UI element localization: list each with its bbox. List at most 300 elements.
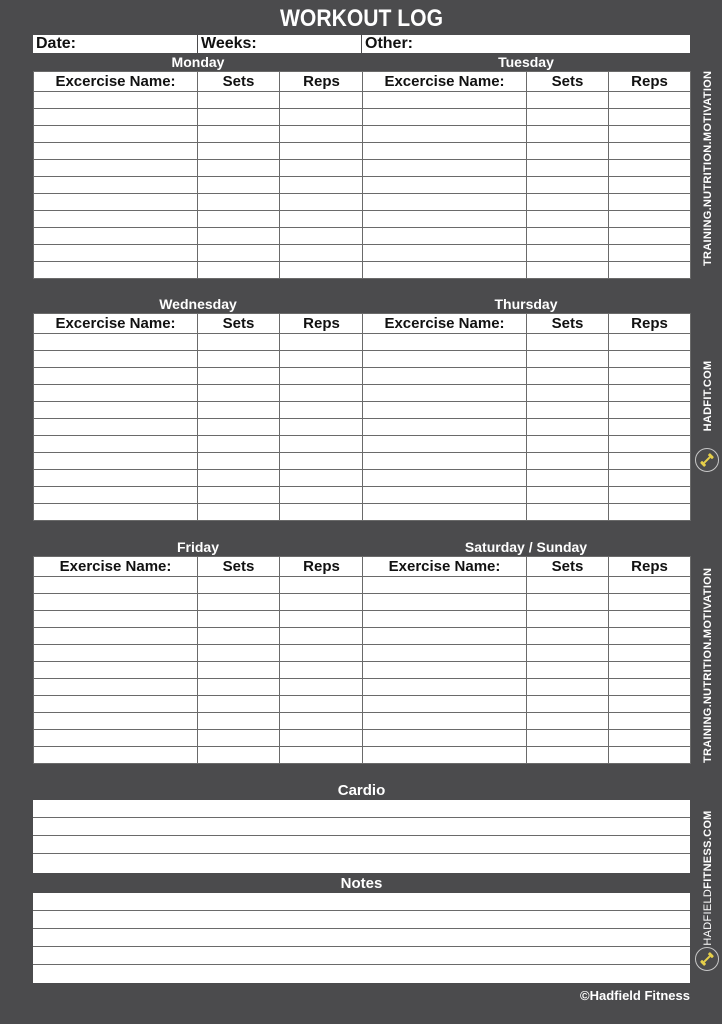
reps-cell[interactable] [609,351,691,368]
sets-cell[interactable] [527,577,609,594]
section-title-cardio: Cardio [337,782,386,799]
exercise-cell[interactable] [34,245,198,262]
reps-cell[interactable] [280,92,364,109]
dumbbell-logo-icon [695,947,719,971]
reps-cell[interactable] [609,143,691,160]
reps-cell[interactable] [280,662,364,679]
sets-cell[interactable] [198,504,280,521]
reps-cell[interactable] [280,160,364,177]
reps-cell[interactable] [280,436,364,453]
sets-cell[interactable] [198,594,280,611]
exercise-cell[interactable] [363,402,527,419]
sets-cell[interactable] [198,662,280,679]
sets-cell[interactable] [527,487,609,504]
log-table-weekend [362,556,691,764]
sets-cell[interactable] [527,245,609,262]
reps-cell[interactable] [280,645,364,662]
table-row [34,436,364,453]
reps-cell[interactable] [609,109,691,126]
table-row [34,160,364,177]
column-header-exercise: Excercise Name: [34,72,198,92]
exercise-cell[interactable] [34,228,198,245]
page-title: WORKOUT LOG [279,5,444,32]
table-row [34,713,364,730]
exercise-cell[interactable] [363,504,527,521]
table-row [34,211,364,228]
reps-cell[interactable] [280,628,364,645]
sets-cell[interactable] [527,194,609,211]
writing-line[interactable] [33,965,690,983]
exercise-cell[interactable] [34,385,198,402]
exercise-cell[interactable] [34,334,198,351]
exercise-cell[interactable] [363,453,527,470]
table-row [34,611,364,628]
writing-line[interactable] [33,818,690,836]
table-row [363,679,691,696]
table-row [363,436,691,453]
column-header-reps: Reps [609,557,691,577]
side-site-bottom [702,808,714,948]
reps-cell[interactable] [609,126,691,143]
sets-cell[interactable] [198,453,280,470]
exercise-cell[interactable] [34,436,198,453]
sets-cell[interactable] [527,470,609,487]
exercise-cell[interactable] [363,628,527,645]
exercise-cell[interactable] [363,368,527,385]
day-label-friday: Friday [176,539,219,555]
writing-line[interactable] [33,947,690,965]
reps-cell[interactable] [280,487,364,504]
writing-line[interactable] [33,800,690,818]
header-info-bar [33,35,690,53]
sets-cell[interactable] [527,262,609,279]
reps-cell[interactable] [609,679,691,696]
column-header-sets: Sets [527,72,609,92]
exercise-cell[interactable] [363,334,527,351]
table-row [34,402,364,419]
sets-cell[interactable] [527,334,609,351]
reps-cell[interactable] [280,245,364,262]
table-row [34,470,364,487]
day-label-weekend: Saturday / Sunday [464,539,588,555]
reps-cell[interactable] [280,504,364,521]
table-row [363,368,691,385]
sets-cell[interactable] [527,696,609,713]
table-row [363,334,691,351]
table-row [34,143,364,160]
column-header-sets: Sets [198,314,280,334]
sets-cell[interactable] [527,228,609,245]
reps-cell[interactable] [609,470,691,487]
log-table-friday [33,556,364,764]
sets-cell[interactable] [527,402,609,419]
table-row [363,594,691,611]
exercise-cell[interactable] [34,487,198,504]
exercise-cell[interactable] [34,470,198,487]
column-header-reps: Reps [609,72,691,92]
reps-cell[interactable] [280,126,364,143]
reps-cell[interactable] [609,177,691,194]
reps-cell[interactable] [609,730,691,747]
table-row [363,245,691,262]
writing-line[interactable] [33,836,690,854]
table-row [363,628,691,645]
side-site-bottom-prefix: HADFIELD [702,888,714,946]
weeks-label: Weeks: [201,35,257,52]
exercise-cell[interactable] [363,109,527,126]
exercise-cell[interactable] [363,419,527,436]
column-header-reps: Reps [280,72,364,92]
table-row [34,334,364,351]
reps-cell[interactable] [280,611,364,628]
sets-cell[interactable] [198,177,280,194]
day-label-tuesday: Tuesday [498,54,554,70]
reps-cell[interactable] [609,211,691,228]
table-row [34,228,364,245]
writing-line[interactable] [33,893,690,911]
cardio-lines[interactable] [33,800,690,873]
reps-cell[interactable] [609,487,691,504]
reps-cell[interactable] [609,453,691,470]
reps-cell[interactable] [280,143,364,160]
sets-cell[interactable] [198,211,280,228]
side-site-bottom-suffix: FITNESS.COM [702,810,714,889]
reps-cell[interactable] [280,262,364,279]
exercise-cell[interactable] [34,594,198,611]
sets-cell[interactable] [527,160,609,177]
sets-cell[interactable] [527,92,609,109]
reps-cell[interactable] [609,334,691,351]
sets-cell[interactable] [198,419,280,436]
exercise-cell[interactable] [34,662,198,679]
exercise-cell[interactable] [34,628,198,645]
reps-cell[interactable] [280,228,364,245]
exercise-cell[interactable] [34,730,198,747]
table-row [34,453,364,470]
reps-cell[interactable] [609,747,691,764]
reps-cell[interactable] [609,611,691,628]
table-row [363,177,691,194]
column-header-sets: Sets [198,72,280,92]
exercise-cell[interactable] [34,402,198,419]
notes-lines[interactable] [33,893,690,983]
sets-cell[interactable] [198,436,280,453]
reps-cell[interactable] [609,194,691,211]
table-row [363,126,691,143]
weeks-field[interactable] [198,35,362,53]
exercise-cell[interactable] [363,470,527,487]
exercise-cell[interactable] [363,436,527,453]
sets-cell[interactable] [198,368,280,385]
table-row [34,368,364,385]
exercise-cell[interactable] [34,747,198,764]
table-row [363,194,691,211]
exercise-cell[interactable] [34,126,198,143]
sets-cell[interactable] [198,747,280,764]
sets-cell[interactable] [527,594,609,611]
table-row [34,262,364,279]
reps-cell[interactable] [609,577,691,594]
table-row [34,679,364,696]
reps-cell[interactable] [280,334,364,351]
exercise-cell[interactable] [363,228,527,245]
exercise-cell[interactable] [363,713,527,730]
table-row [363,611,691,628]
reps-cell[interactable] [609,262,691,279]
reps-cell[interactable] [280,577,364,594]
log-table-tuesday [362,71,691,279]
table-row [34,594,364,611]
sets-cell[interactable] [198,109,280,126]
reps-cell[interactable] [609,662,691,679]
day-label-wednesday: Wednesday [159,296,237,312]
sets-cell[interactable] [198,228,280,245]
sets-cell[interactable] [198,577,280,594]
exercise-cell[interactable] [34,645,198,662]
table-row [363,470,691,487]
exercise-cell[interactable] [34,696,198,713]
reps-cell[interactable] [280,402,364,419]
reps-cell[interactable] [280,696,364,713]
column-header-sets: Sets [527,557,609,577]
sets-cell[interactable] [527,419,609,436]
reps-cell[interactable] [609,645,691,662]
exercise-cell[interactable] [363,577,527,594]
sets-cell[interactable] [527,679,609,696]
sets-cell[interactable] [527,351,609,368]
reps-cell[interactable] [280,594,364,611]
reps-cell[interactable] [280,194,364,211]
reps-cell[interactable] [280,368,364,385]
exercise-cell[interactable] [34,351,198,368]
sets-cell[interactable] [198,730,280,747]
exercise-cell[interactable] [363,92,527,109]
exercise-cell[interactable] [363,662,527,679]
exercise-cell[interactable] [363,211,527,228]
table-row [363,228,691,245]
reps-cell[interactable] [609,385,691,402]
reps-cell[interactable] [280,470,364,487]
table-row [34,126,364,143]
sets-cell[interactable] [198,126,280,143]
sets-cell[interactable] [527,504,609,521]
table-row [363,262,691,279]
exercise-cell[interactable] [34,419,198,436]
table-row [363,160,691,177]
day-label-thursday: Thursday [494,296,558,312]
sets-cell[interactable] [198,385,280,402]
exercise-cell[interactable] [363,126,527,143]
sets-cell[interactable] [527,730,609,747]
exercise-cell[interactable] [34,160,198,177]
exercise-cell[interactable] [363,177,527,194]
reps-cell[interactable] [280,713,364,730]
sets-cell[interactable] [198,143,280,160]
sets-cell[interactable] [527,662,609,679]
reps-cell[interactable] [280,351,364,368]
sets-cell[interactable] [198,696,280,713]
table-row [34,504,364,521]
exercise-cell[interactable] [363,730,527,747]
exercise-cell[interactable] [363,143,527,160]
side-tagline-bottom: TRAINING.NUTRITION.MOTIVATION [702,567,714,763]
exercise-cell[interactable] [34,92,198,109]
writing-line[interactable] [33,854,690,872]
log-table-thursday [362,313,691,521]
sets-cell[interactable] [198,334,280,351]
reps-cell[interactable] [280,211,364,228]
table-row [363,645,691,662]
sets-cell[interactable] [527,143,609,160]
table-row [34,487,364,504]
table-row [363,109,691,126]
reps-cell[interactable] [280,453,364,470]
table-row [363,487,691,504]
sets-cell[interactable] [198,611,280,628]
reps-cell[interactable] [280,419,364,436]
exercise-cell[interactable] [363,262,527,279]
reps-cell[interactable] [280,730,364,747]
exercise-cell[interactable] [34,611,198,628]
sets-cell[interactable] [198,351,280,368]
sets-cell[interactable] [527,436,609,453]
sets-cell[interactable] [527,368,609,385]
table-row [34,645,364,662]
dumbbell-logo-icon [695,448,719,472]
exercise-cell[interactable] [363,679,527,696]
table-row [34,577,364,594]
side-tagline-top: TRAINING.NUTRITION.MOTIVATION [702,70,714,266]
column-header-exercise: Excercise Name: [363,72,527,92]
sets-cell[interactable] [198,628,280,645]
exercise-cell[interactable] [363,194,527,211]
reps-cell[interactable] [609,696,691,713]
exercise-cell[interactable] [363,594,527,611]
reps-cell[interactable] [609,436,691,453]
exercise-cell[interactable] [34,368,198,385]
exercise-cell[interactable] [363,351,527,368]
exercise-cell[interactable] [34,109,198,126]
exercise-cell[interactable] [34,713,198,730]
sets-cell[interactable] [198,402,280,419]
reps-cell[interactable] [609,368,691,385]
exercise-cell[interactable] [363,611,527,628]
sets-cell[interactable] [527,628,609,645]
exercise-cell[interactable] [34,262,198,279]
reps-cell[interactable] [609,504,691,521]
table-row [363,385,691,402]
exercise-cell[interactable] [34,504,198,521]
exercise-cell[interactable] [363,645,527,662]
column-header-sets: Sets [198,557,280,577]
sets-cell[interactable] [198,713,280,730]
sets-cell[interactable] [198,487,280,504]
exercise-cell[interactable] [363,160,527,177]
exercise-cell[interactable] [34,194,198,211]
exercise-cell[interactable] [34,453,198,470]
sets-cell[interactable] [527,645,609,662]
section-title-notes: Notes [340,875,383,892]
reps-cell[interactable] [609,402,691,419]
other-field[interactable] [362,35,690,53]
table-row [363,713,691,730]
exercise-cell[interactable] [34,211,198,228]
exercise-cell[interactable] [34,143,198,160]
reps-cell[interactable] [609,419,691,436]
table-row [363,402,691,419]
reps-cell[interactable] [609,160,691,177]
sets-cell[interactable] [527,713,609,730]
table-row [363,92,691,109]
reps-cell[interactable] [609,228,691,245]
exercise-cell[interactable] [363,245,527,262]
reps-cell[interactable] [609,628,691,645]
table-row [363,696,691,713]
sets-cell[interactable] [198,262,280,279]
reps-cell[interactable] [280,177,364,194]
column-header-exercise: Excercise Name: [34,314,198,334]
reps-cell[interactable] [280,109,364,126]
sets-cell[interactable] [198,470,280,487]
exercise-cell[interactable] [363,385,527,402]
exercise-cell[interactable] [363,747,527,764]
other-label: Other: [365,35,413,52]
sets-cell[interactable] [527,126,609,143]
reps-cell[interactable] [280,747,364,764]
exercise-cell[interactable] [363,696,527,713]
sets-cell[interactable] [198,645,280,662]
sets-cell[interactable] [527,747,609,764]
reps-cell[interactable] [280,385,364,402]
table-row [34,662,364,679]
sets-cell[interactable] [198,160,280,177]
table-row [363,504,691,521]
writing-line[interactable] [33,911,690,929]
sets-cell[interactable] [198,194,280,211]
sets-cell[interactable] [198,92,280,109]
exercise-cell[interactable] [34,679,198,696]
reps-cell[interactable] [609,92,691,109]
side-site-top: HADFIT.COM [702,360,714,432]
sets-cell[interactable] [198,245,280,262]
column-header-exercise: Exercise Name: [363,557,527,577]
sets-cell[interactable] [527,211,609,228]
table-row [34,696,364,713]
reps-cell[interactable] [280,679,364,696]
exercise-cell[interactable] [34,577,198,594]
exercise-cell[interactable] [363,487,527,504]
table-row [363,730,691,747]
table-row [34,419,364,436]
reps-cell[interactable] [609,594,691,611]
exercise-cell[interactable] [34,177,198,194]
column-header-reps: Reps [280,557,364,577]
sets-cell[interactable] [527,611,609,628]
day-label-monday: Monday [171,54,225,70]
sets-cell[interactable] [198,679,280,696]
reps-cell[interactable] [609,245,691,262]
writing-line[interactable] [33,929,690,947]
sets-cell[interactable] [527,177,609,194]
sets-cell[interactable] [527,385,609,402]
table-row [34,747,364,764]
reps-cell[interactable] [609,713,691,730]
sets-cell[interactable] [527,109,609,126]
column-header-reps: Reps [280,314,364,334]
sets-cell[interactable] [527,453,609,470]
date-field[interactable] [33,35,198,53]
column-header-sets: Sets [527,314,609,334]
